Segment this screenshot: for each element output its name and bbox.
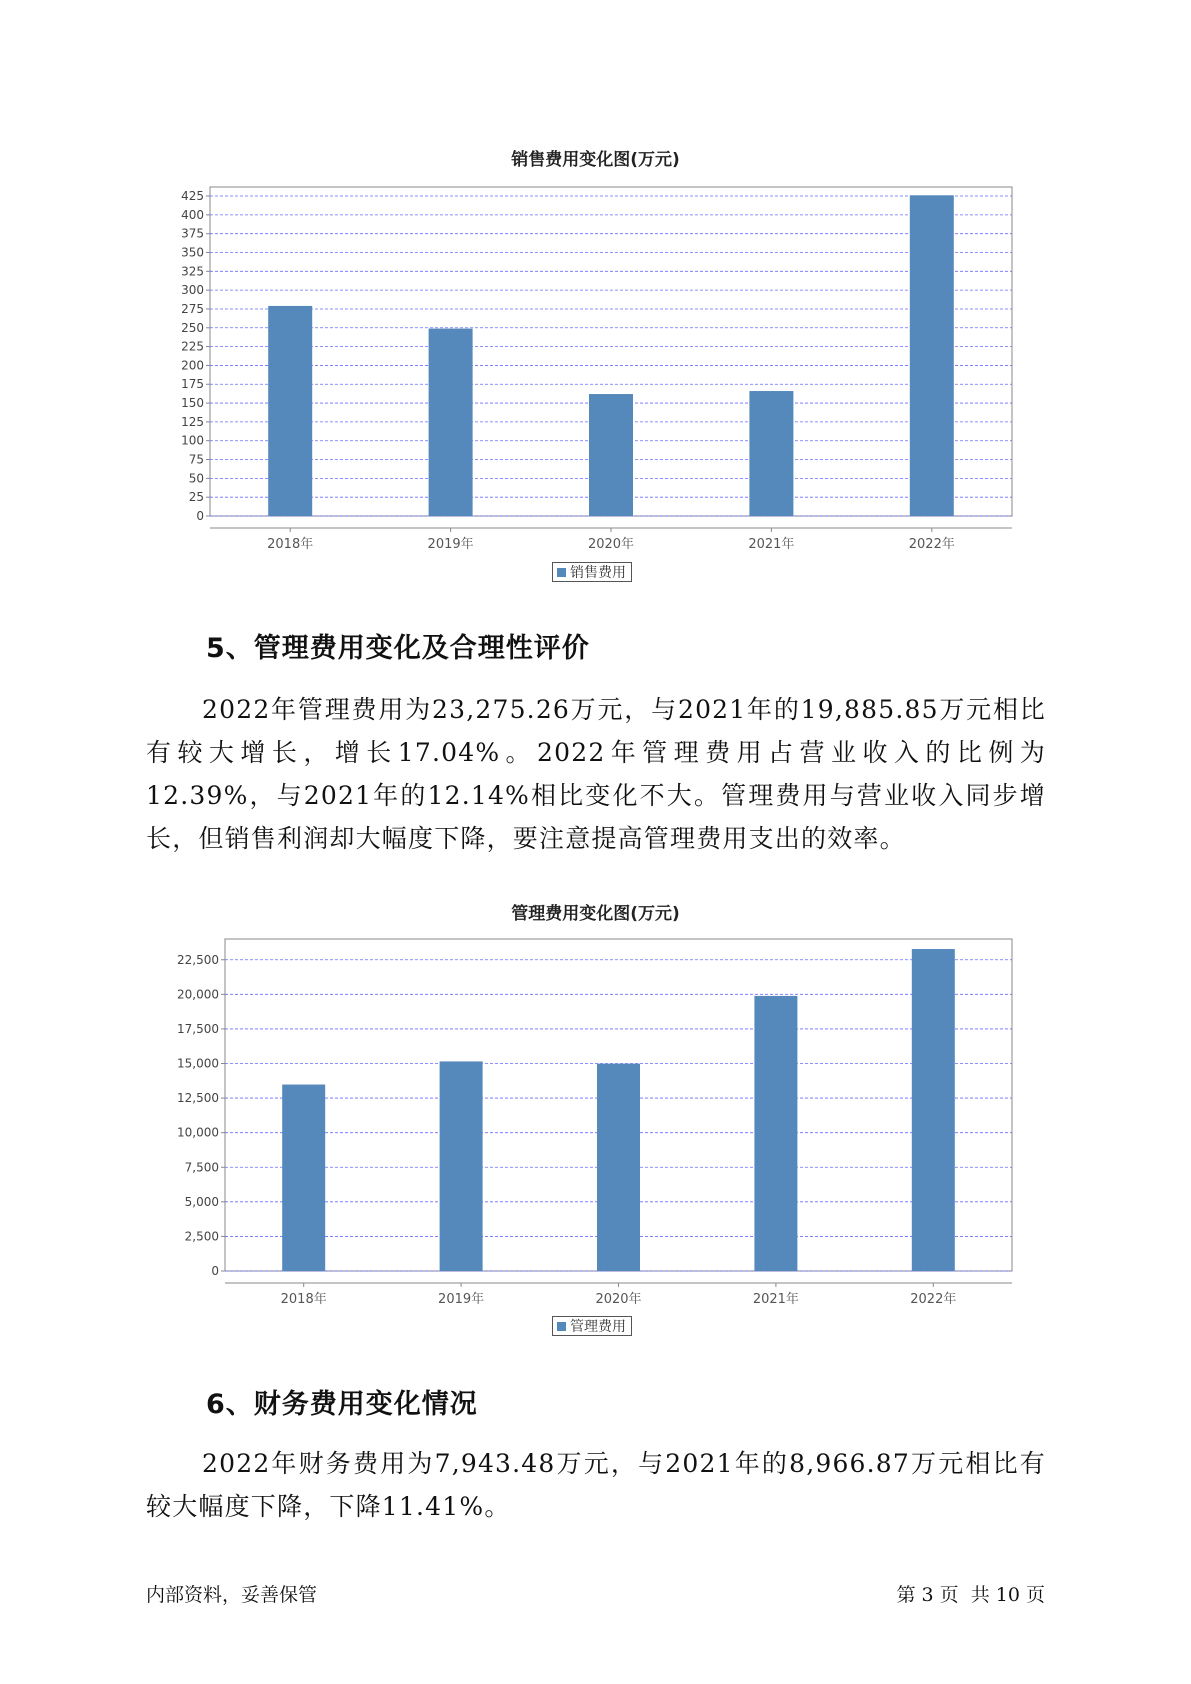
chart2-title: 管理费用变化图(万元) [511, 904, 680, 924]
bar [440, 1061, 483, 1271]
y-tick-label: 15,000 [177, 1056, 219, 1071]
y-tick-label: 25 [188, 490, 204, 505]
footer-page-number [891, 1580, 1045, 1607]
section-6-heading: 6、财务费用变化情况 [206, 1389, 478, 1420]
y-tick-label: 225 [181, 339, 204, 354]
chart1-title: 销售费用变化图(万元) [511, 150, 680, 170]
section-5-text: 2022年管理费用为23,275.26万元，与2021年的19,885.85万元相比有较大增长，增长17.04%。2022年管理费用占营业收入的比例为12.39%，与2021年的12.14%相比变化不大。管理费用与营业收入同步增长，但销售利润却大幅度下降，要注意提高管理费用支出的效率。 [146, 695, 1046, 853]
y-tick-label: 100 [181, 433, 204, 448]
footer-confidential-note: 内部资料，妥善保管 [146, 1584, 318, 1606]
x-tick-label: 2021年 [748, 537, 795, 552]
chart2-legend [552, 1316, 632, 1336]
x-tick-label: 2020年 [595, 1292, 642, 1307]
y-tick-label: 12,500 [177, 1091, 219, 1106]
y-tick-label: 175 [181, 377, 204, 392]
y-tick-label: 0 [211, 1264, 219, 1278]
chart1-legend-label: 销售费用 [570, 565, 626, 581]
x-tick-label: 2022年 [908, 537, 955, 552]
section-6-paragraph [146, 1442, 1046, 1528]
bar [597, 1064, 640, 1271]
y-tick-label: 350 [181, 245, 204, 260]
y-tick-label: 5,000 [184, 1194, 219, 1209]
legend-swatch-icon [557, 1322, 566, 1331]
y-tick-label: 75 [188, 452, 204, 467]
y-tick-label: 250 [181, 320, 204, 335]
chart2-legend-label: 管理费用 [570, 1319, 626, 1335]
y-tick-label: 275 [181, 301, 204, 316]
section-5-heading: 5、管理费用变化及合理性评价 [206, 633, 590, 664]
x-tick-label: 2020年 [587, 537, 635, 552]
x-tick-label: 2018年 [280, 1292, 327, 1307]
y-tick-label: 150 [181, 396, 204, 411]
bar [912, 949, 955, 1271]
x-tick-label: 2018年 [267, 537, 314, 552]
y-tick-label: 125 [181, 414, 204, 429]
footer-total-label: 共 10 页 [970, 1584, 1045, 1606]
y-tick-label: 17,500 [177, 1021, 219, 1036]
y-tick-label: 10,000 [177, 1125, 219, 1140]
section-6-text: 2022年财务费用为7,943.48万元，与2021年的8,966.87万元相比有较大幅度下降，下降11.41%。 [146, 1449, 1046, 1521]
y-tick-label: 22,500 [177, 952, 219, 967]
y-tick-label: 20,000 [177, 987, 219, 1002]
x-tick-label: 2021年 [752, 1292, 799, 1307]
y-tick-label: 50 [188, 471, 204, 486]
y-tick-label: 300 [181, 283, 204, 298]
y-tick-label: 375 [181, 226, 204, 241]
y-tick-label: 200 [181, 358, 204, 373]
y-tick-label: 7,500 [184, 1160, 219, 1175]
x-tick-label: 2019年 [438, 1292, 485, 1307]
bar [754, 996, 797, 1271]
x-tick-label: 2022年 [910, 1292, 957, 1307]
y-tick-label: 400 [181, 207, 204, 222]
y-tick-label: 0 [196, 509, 204, 523]
footer-page-label: 第 3 页 [896, 1584, 959, 1606]
y-tick-label: 425 [181, 189, 204, 204]
y-tick-label: 325 [181, 264, 204, 279]
y-tick-label: 2,500 [184, 1229, 219, 1244]
bar [282, 1085, 325, 1271]
x-tick-label: 2019年 [427, 537, 474, 552]
